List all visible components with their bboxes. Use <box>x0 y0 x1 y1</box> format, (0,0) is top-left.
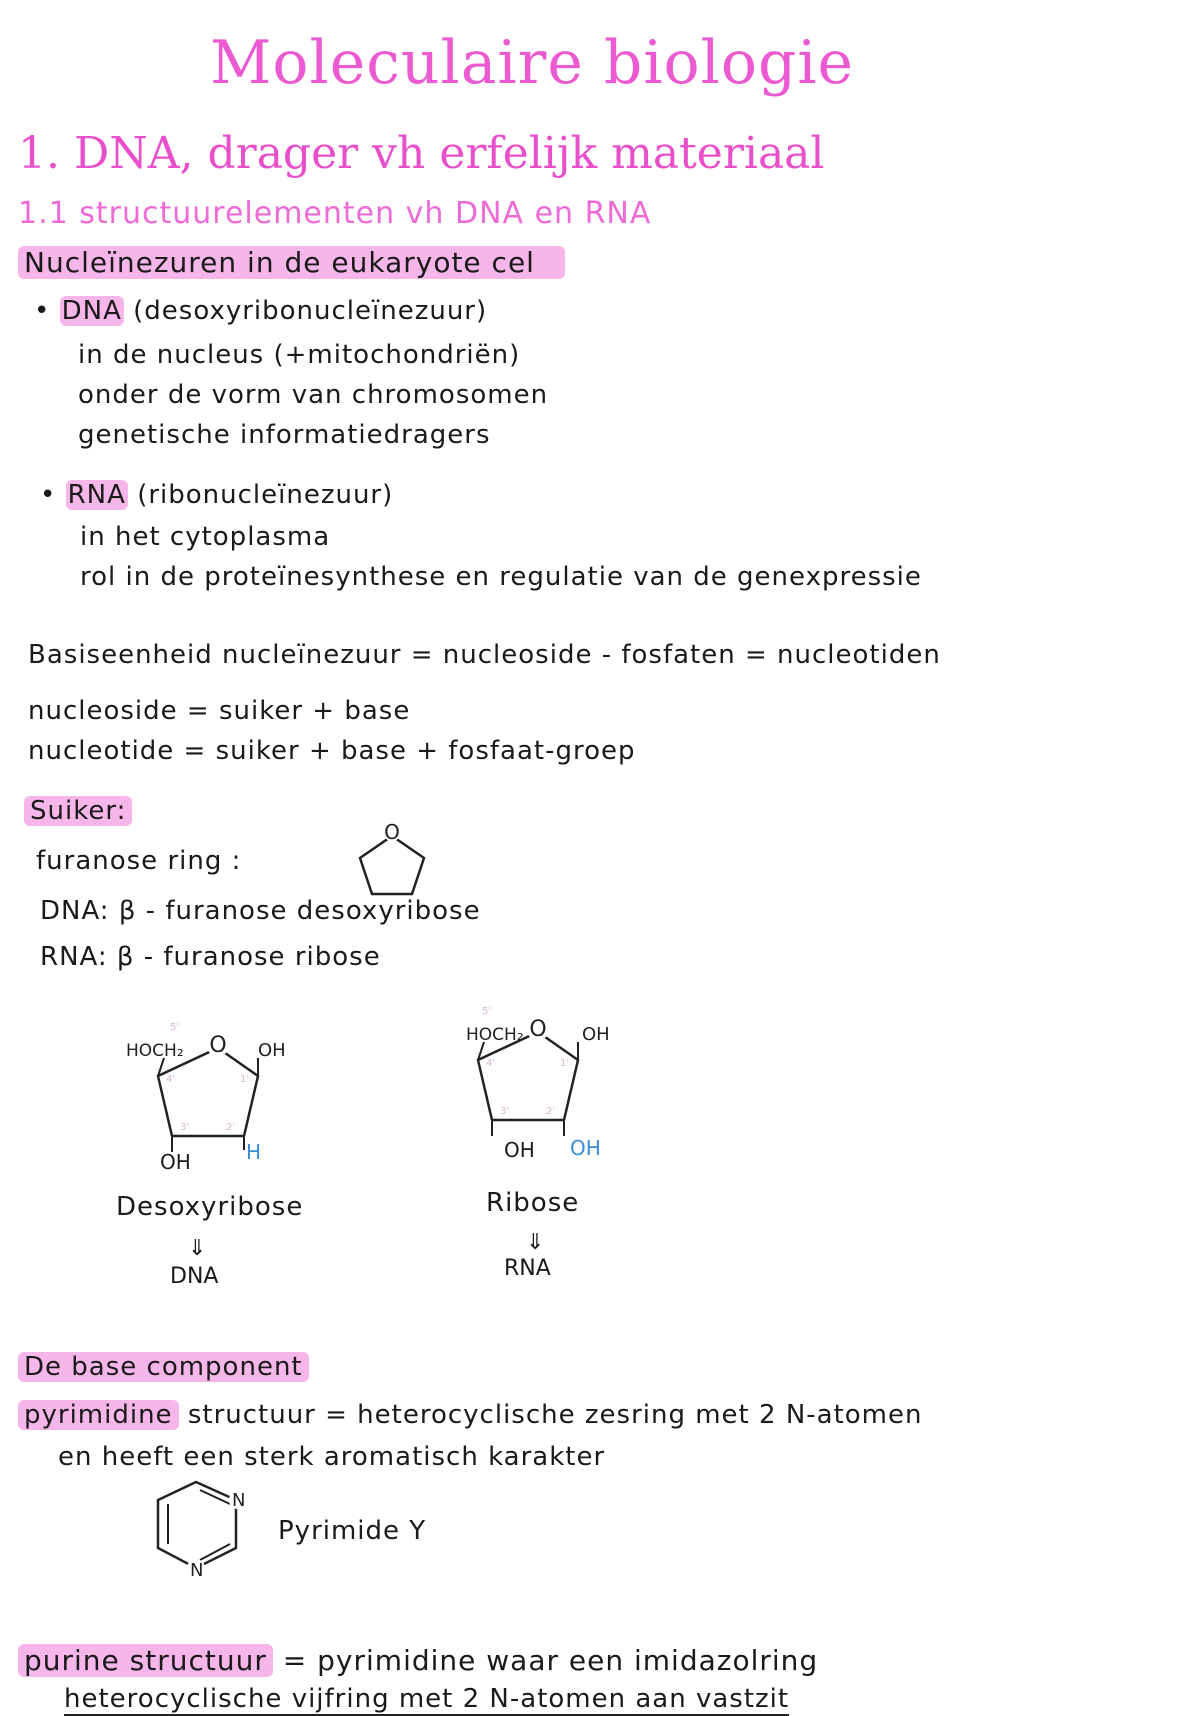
ribose-bottom-oh-blue: OH <box>570 1136 601 1160</box>
rna-line-2: rol in de proteïnesynthese en regulatie van de genexpressie <box>80 562 922 592</box>
rna-bullet <box>40 480 393 510</box>
ribose-leads-to: RNA <box>504 1256 551 1281</box>
carbon-number-2: 2' <box>226 1122 236 1133</box>
page-title: Moleculaire biologie <box>210 28 855 98</box>
pyrimidine-label: pyrimidine <box>18 1400 179 1430</box>
dna-sugar-line: DNA: β - furanose desoxyribose <box>40 896 481 926</box>
dna-line-2: onder de vorm van chromosomen <box>78 380 549 410</box>
carbon-number-1: 1' <box>240 1074 250 1085</box>
ring-oxygen-label: O <box>529 1017 547 1042</box>
oh-group-label: OH <box>582 1024 610 1045</box>
nitrogen-atom-label: N <box>232 1490 246 1511</box>
oh-group-label: OH <box>258 1040 286 1061</box>
arrow-down-icon: ⇓ <box>526 1230 545 1255</box>
definition-nucleotide: nucleotide = suiker + base + fosfaat-groep <box>28 736 636 766</box>
furanose-ring-diagram <box>350 812 440 902</box>
bullet-dot: • <box>40 480 57 510</box>
rna-line-1: in het cytoplasma <box>80 522 331 552</box>
pyrimidine-ring-diagram <box>150 1470 270 1590</box>
ribose-bottom-oh: OH <box>504 1138 535 1162</box>
pyrimidine-definition-2: en heeft een sterk aromatisch karakter <box>58 1442 606 1472</box>
purine-def-text: = pyrimidine waar een imidazolring <box>282 1644 819 1677</box>
deoxyribose-leads-to: DNA <box>170 1264 219 1289</box>
nitrogen-atom-label: N <box>190 1560 204 1581</box>
rna-fullname: (ribonucleïnezuur) <box>137 480 394 510</box>
purine-definition <box>18 1644 818 1677</box>
pyrimidine-name: Pyrimide Y <box>278 1516 427 1546</box>
nucleic-acids-heading: Nucleïnezuren in de eukaryote cel <box>18 246 565 279</box>
hoch2-group-label: HOCH₂ <box>466 1025 524 1045</box>
deoxyribose-bottom-oh: OH <box>160 1150 191 1174</box>
carbon-number-2: 2' <box>546 1106 556 1117</box>
deoxyribose-structure <box>120 1020 320 1160</box>
base-heading: De base component <box>18 1352 309 1382</box>
definition-basic-unit: Basiseenheid nucleïnezuur = nucleoside - fosfaten = nucleotiden <box>28 640 941 670</box>
dna-fullname: (desoxyribonucleïnezuur) <box>133 296 488 326</box>
ribose-name: Ribose <box>486 1188 580 1218</box>
purine-definition-2: heterocyclische vijfring met 2 N-atomen aan vastzit <box>64 1684 790 1714</box>
ring-oxygen-label: O <box>209 1033 227 1058</box>
deoxyribose-name: Desoxyribose <box>116 1192 304 1222</box>
dna-line-1: in de nucleus (+mitochondriën) <box>78 340 521 370</box>
pyrimidine-definition <box>18 1400 923 1430</box>
carbon-number-1: 1' <box>560 1058 570 1069</box>
rna-sugar-line: RNA: β - furanose ribose <box>40 942 381 972</box>
section-heading: 1.1 structuurelementen vh DNA en RNA <box>18 196 652 231</box>
carbon-number-4: 4' <box>166 1074 176 1085</box>
rna-label: RNA <box>67 480 126 510</box>
carbon-number-3: 3' <box>500 1106 510 1117</box>
arrow-down-icon: ⇓ <box>188 1236 207 1261</box>
dna-label: DNA <box>61 296 122 326</box>
bullet-dot: • <box>34 296 51 326</box>
carbon-number-4: 4' <box>486 1058 496 1069</box>
deoxyribose-bottom-h: H <box>246 1140 262 1164</box>
ring-oxygen-label: O <box>384 820 400 844</box>
purine-label: purine structuur <box>18 1644 273 1677</box>
pyrimidine-def-text: structuur = heterocyclische zesring met 2 N-atomen <box>187 1400 923 1430</box>
ribose-structure <box>440 1004 640 1144</box>
definition-nucleoside: nucleoside = suiker + base <box>28 696 411 726</box>
dna-bullet <box>34 296 487 326</box>
hoch2-group-label: HOCH₂ <box>126 1041 184 1061</box>
dna-line-3: genetische informatiedragers <box>78 420 491 450</box>
carbon-number-5: 5' <box>482 1006 492 1017</box>
chapter-heading: 1. DNA, drager vh erfelijk materiaal <box>18 128 825 179</box>
furanose-ring-label: furanose ring : <box>36 846 242 876</box>
carbon-number-5: 5' <box>170 1022 180 1033</box>
carbon-number-3: 3' <box>180 1122 190 1133</box>
sugar-heading: Suiker: <box>24 796 132 826</box>
